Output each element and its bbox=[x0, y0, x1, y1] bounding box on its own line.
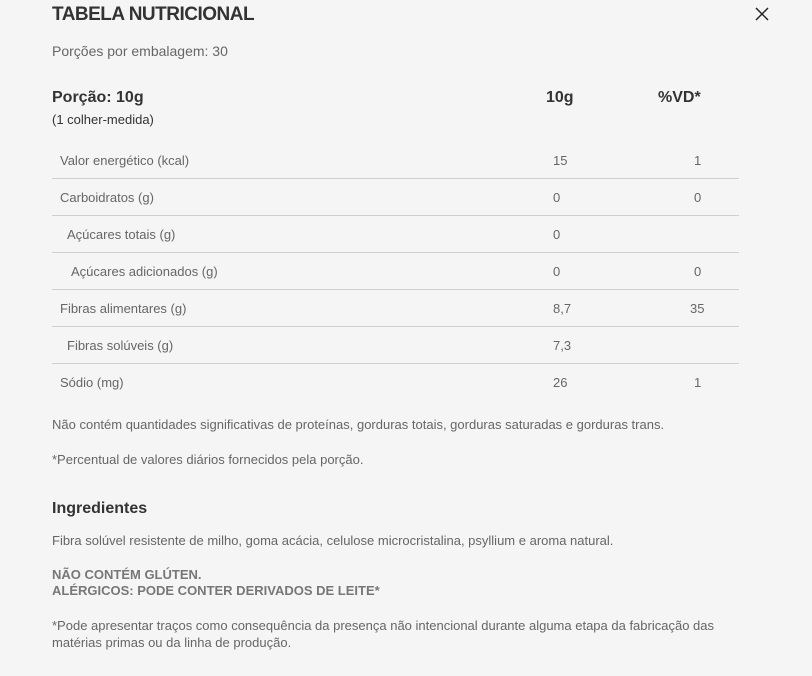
ingredients-text: Fibra solúvel resistente de milho, goma acácia, celulose microcristalina, psyllium e aroma natural. bbox=[52, 533, 614, 548]
allergen-warning: ALÉRGICOS: PODE CONTER DERIVADOS DE LEITE* bbox=[52, 583, 380, 598]
row-amount: 0 bbox=[553, 227, 561, 242]
nutrition-table bbox=[52, 142, 739, 400]
row-amount: 0 bbox=[553, 190, 561, 205]
row-label: Carboidratos (g) bbox=[60, 190, 154, 205]
row-amount: 8,7 bbox=[553, 301, 572, 316]
row-vd: 0 bbox=[694, 190, 702, 205]
column-header-amount: 10g bbox=[546, 89, 574, 106]
row-amount: 7,3 bbox=[553, 338, 572, 353]
row-label: Açúcares adicionados (g) bbox=[71, 264, 218, 279]
table-row bbox=[52, 179, 739, 216]
row-vd: 1 bbox=[694, 375, 702, 390]
vd-footnote: *Percentual de valores diários fornecidos pela porção. bbox=[52, 452, 364, 467]
row-label: Açúcares totais (g) bbox=[67, 227, 176, 242]
row-vd: 0 bbox=[694, 264, 702, 279]
table-row bbox=[52, 216, 739, 253]
table-row bbox=[52, 364, 739, 400]
close-button[interactable] bbox=[752, 4, 772, 24]
row-label: Fibras alimentares (g) bbox=[60, 301, 187, 316]
row-amount: 15 bbox=[553, 153, 568, 168]
table-row bbox=[52, 327, 739, 364]
row-amount: 0 bbox=[553, 264, 561, 279]
row-label: Fibras solúveis (g) bbox=[67, 338, 174, 353]
portion-title: Porção: 10g bbox=[52, 89, 144, 106]
row-amount: 26 bbox=[553, 375, 568, 390]
close-icon bbox=[755, 7, 769, 21]
not-significant-note: Não contém quantidades significativas de proteínas, gorduras totais, gorduras saturadas e gorduras trans. bbox=[52, 417, 665, 432]
table-row bbox=[52, 142, 739, 179]
ingredients-title: Ingredientes bbox=[52, 500, 148, 517]
gluten-warning: NÃO CONTÉM GLÚTEN. bbox=[52, 567, 202, 582]
row-vd: 1 bbox=[694, 153, 702, 168]
table-row bbox=[52, 253, 739, 290]
page-title: TABELA NUTRICIONAL bbox=[52, 4, 255, 25]
portion-subtitle: (1 colher-medida) bbox=[52, 112, 154, 127]
allergen-warnings bbox=[52, 567, 380, 599]
row-label: Valor energético (kcal) bbox=[60, 153, 190, 168]
row-label: Sódio (mg) bbox=[60, 375, 124, 390]
servings-per-package: Porções por embalagem: 30 bbox=[52, 43, 228, 59]
row-vd: 35 bbox=[690, 301, 705, 316]
traces-note: *Pode apresentar traços como consequência da presença não intencional durante alguma etapa da fabricação das matérias primas ou da linha de produção. bbox=[52, 618, 714, 650]
table-row bbox=[52, 290, 739, 327]
column-header-vd: %VD* bbox=[658, 89, 701, 106]
